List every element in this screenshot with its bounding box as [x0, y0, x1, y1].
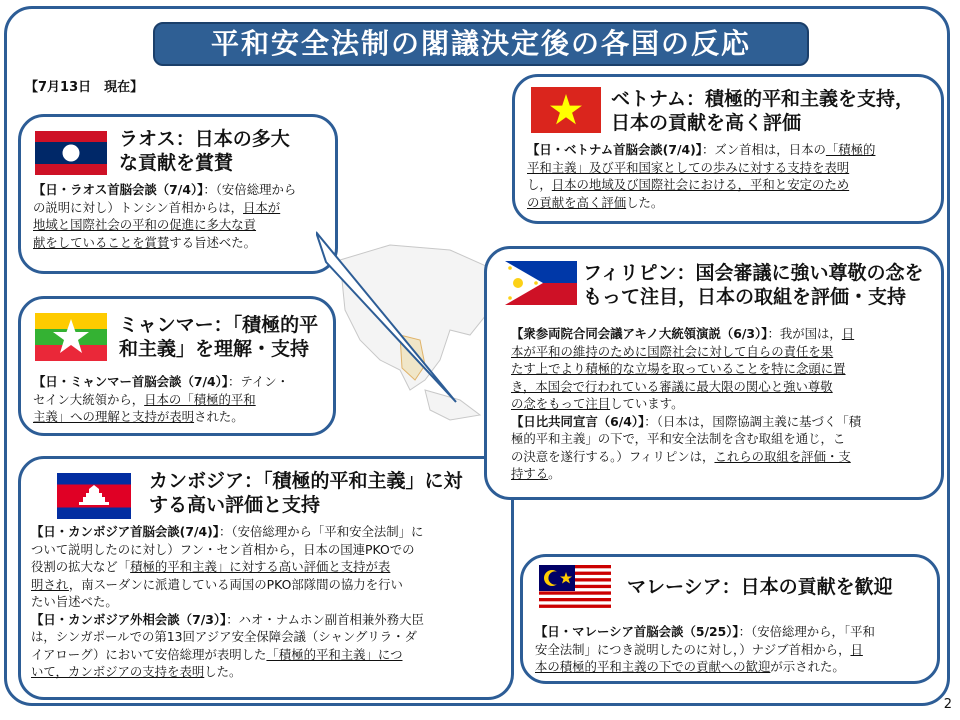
cambodia-flag [57, 473, 131, 519]
malaysia-text: 【日・マレーシア首脳会談（5/25）】：（安倍総理から，「平和 安全法制」につき説明したのに対し，）ナジブ首相から，日 本の積極的平和主義の下での貢献への歓迎が示された。 [535, 624, 875, 674]
malaysia-headline: マレーシア：日本の貢献を歓迎 [627, 576, 893, 598]
malaysia-bubble [520, 554, 940, 684]
vietnam-flag [531, 87, 601, 133]
laos-bubble-pointer [316, 212, 466, 412]
laos-bubble [18, 114, 338, 274]
myanmar-flag [35, 313, 107, 361]
vietnam-bubble [512, 74, 944, 224]
laos-flag [35, 131, 107, 175]
vietnam-text: 【日・ベトナム首脳会談(7/4)】：ズン首相は，日本の「積極的 平和主義」及び平和国家としての歩みに対する支持を表明 し，日本の地域及び国際社会における，平和と安定のため の貢献を高く評価した。 [527, 142, 876, 210]
philippines-bubble [484, 246, 944, 500]
laos-text: 【日・ラオス首脳会談（7/4）】：（安倍総理から の説明に対し）トンシン首相からは，日本が 地域と国際社会の平和の促進に多大な貢 献をしていることを賞賛する旨述べた。 [33, 182, 297, 250]
myanmar-headline: ミャンマー：「積極的平 和主義」を理解・支持 [119, 314, 319, 360]
philippines-flag [505, 261, 577, 305]
malaysia-flag [539, 565, 611, 611]
vietnam-headline: ベトナム：積極的平和主義を支持， 日本の貢献を高く評価 [611, 88, 915, 134]
laos-headline: ラオス：日本の多大 な貢献を賞賛 [119, 128, 290, 174]
philippines-headline: フィリピン：国会審議に強い尊敬の念を もって注目，日本の取組を評価・支持 [583, 262, 924, 308]
cambodia-text: 【日・カンボジア首脳会談(7/4)】：（安倍総理から「平和安全法制」に ついて説明したのに対し）フン・セン首相から，日本の国連PKOでの 役割の拡大など「積極的平和主義」に対する高い評価と支持が表 明され，南スーダンに派遣している両国のPKO部隊間の協力を行い たい旨述べた。 【日・カンボジア外相会談（7/3）】：ハオ・ナムホン副首相兼外務大臣 は，シンガポールでの第13回アジア安全保障会議（シャングリラ・ダ イアローグ）において安倍総理が表明した「積極的平和主義」につ いて，カンボジアの支持を表明した。 [31, 524, 424, 679]
myanmar-text: 【日・ミャンマー首脳会談（7/4）】：テイン・ セイン大統領から，日本の「積極的平和 主義」への理解と支持が表明された。 [33, 374, 290, 424]
philippines-text: 【衆参両院合同会議アキノ大統領演説（6/3）】：我が国は，日 本が平和の維持のために国際社会に対して自らの責任を果 たす上でより積極的な立場を取っていることを特に念頭に置 き，本国会で行われている審議に最大限の関心と強い尊敬 の念をもって注目しています。 【日比共同宣言（6/4）】：（日本は，国際協調主義に基づく「積 極的平和主義」の下で，平和安全法制を含む取組を通じ，こ の決意を遂行する。）フィリピンは，これらの取組を評価・支 持する。 [511, 326, 862, 481]
page-number: 2 [943, 697, 952, 712]
cambodia-bubble [18, 456, 514, 700]
myanmar-bubble [18, 296, 336, 436]
page-title: 平和安全法制の閣議決定後の各国の反応 [153, 22, 809, 66]
date-label: 【7月13日 現在】 [25, 80, 144, 95]
cambodia-headline: カンボジア：「積極的平和主義」に対 する高い評価と支持 [149, 470, 463, 516]
